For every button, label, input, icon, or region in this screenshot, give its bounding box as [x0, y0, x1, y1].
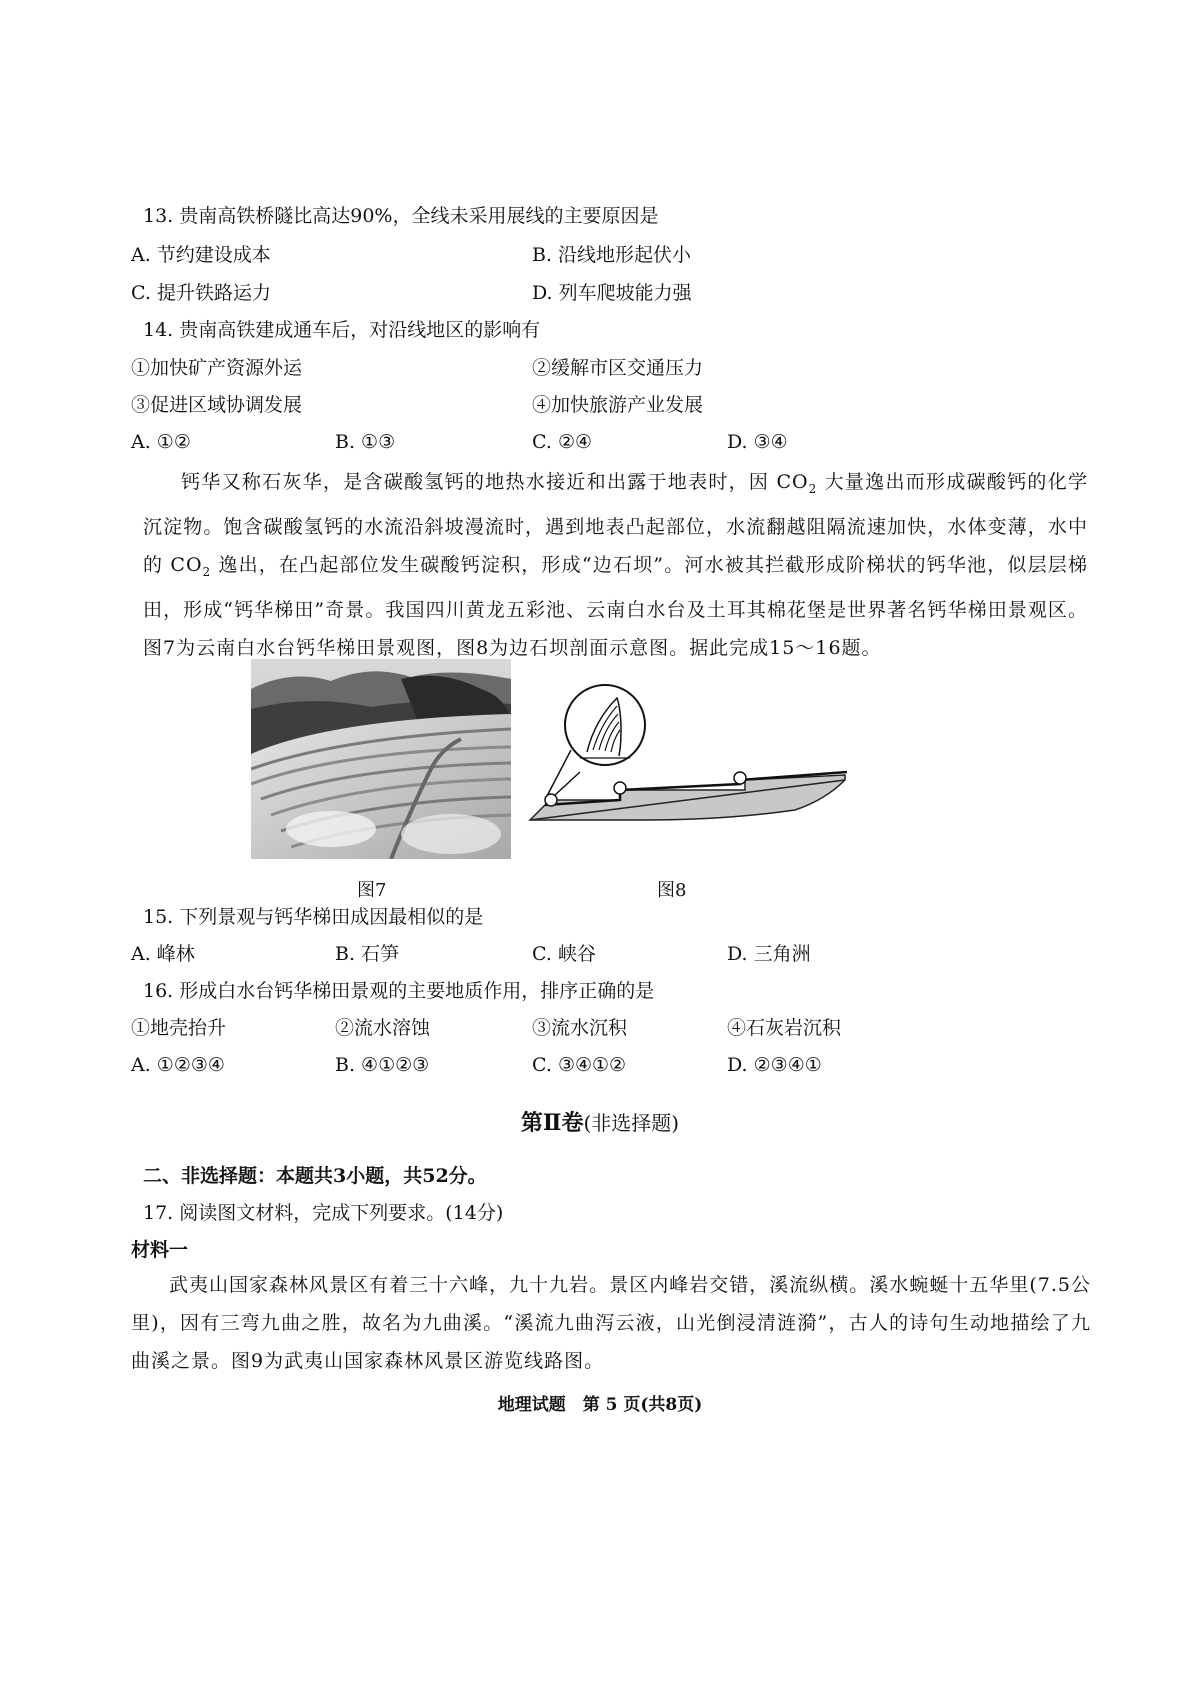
q14-option-c: C. ②④: [532, 431, 593, 453]
figure-8-diagram: [525, 680, 855, 840]
section-2-heading: 二、非选择题：本题共3小题，共52分。: [143, 1165, 487, 1187]
co2-subscript-1: 2: [808, 481, 818, 496]
q14-item-3: ③促进区域协调发展: [131, 394, 303, 416]
q16-item-1: ①地壳抬升: [131, 1017, 227, 1039]
q13-option-b: B. 沿线地形起伏小: [532, 244, 692, 266]
q16-stem: 16. 形成白水台钙华梯田景观的主要地质作用，排序正确的是: [143, 980, 655, 1002]
q13-stem: 13. 贵南高铁桥隧比高达90%，全线未采用展线的主要原因是: [143, 205, 659, 227]
q15-option-b: B. 石笋: [335, 943, 400, 965]
q13-option-c: C. 提升铁路运力: [131, 282, 271, 304]
part-2-heading: [0, 1106, 1200, 1137]
q16-item-2: ②流水溶蚀: [335, 1017, 431, 1039]
co2-subscript-2: 2: [202, 564, 212, 579]
passage-text-3: 逸出，在凸起部位发生碳酸钙淀积，形成“边石坝”。河水被其拦截形成阶梯状的钙华池，似层层梯田，形成“钙华梯田”奇景。我国四川黄龙五彩池、云南白水台及土耳其棉花堡是世界著名钙华梯田景观区。图7为云南白水台钙华梯田景观图，图8为边石坝剖面示意图。据此完成15～16题。: [143, 553, 1088, 659]
q16-option-a: A. ①②③④: [131, 1054, 225, 1076]
q15-option-a: A. 峰林: [131, 943, 195, 965]
q13-option-a: A. 节约建设成本: [131, 244, 271, 266]
q15-option-c: C. 峡谷: [532, 943, 596, 965]
q16-item-4: ④石灰岩沉积: [727, 1017, 842, 1039]
material-1-label: 材料一: [131, 1239, 189, 1261]
figure-7-photo: [251, 659, 511, 859]
material-1-text: 武夷山国家森林风景区有着三十六峰，九十九岩。景区内峰岩交错，溪流纵横。溪水蜿蜒十五华里(7.5公里)，因有三弯九曲之胜，故名为九曲溪。“溪流九曲泻云液，山光倒浸清涟漪”，古人的诗句生动地描绘了九曲溪之景。图9为武夷山国家森林风景区游览线路图。: [131, 1274, 1091, 1372]
q16-option-b: B. ④①②③: [335, 1054, 430, 1076]
passage-paragraph: [143, 463, 1088, 667]
q14-option-b: B. ①③: [335, 431, 396, 453]
q16-option-c: C. ③④①②: [532, 1054, 627, 1076]
q16-item-3: ③流水沉积: [532, 1017, 628, 1039]
figure-7-caption: 图7: [357, 880, 387, 901]
passage-text-1: 钙华又称石灰华，是含碳酸氢钙的地热水接近和出露于地表时，因 CO: [181, 471, 809, 493]
q16-option-d: D. ②③④①: [727, 1054, 822, 1076]
figure-8-caption: 图8: [657, 880, 687, 901]
rimstone-dam-section-diagram: [525, 680, 855, 840]
page-footer: 地理试题 第 5 页(共8页): [497, 1395, 703, 1415]
q15-stem: 15. 下列景观与钙华梯田成因最相似的是: [143, 906, 484, 928]
q14-item-2: ②缓解市区交通压力: [532, 357, 704, 379]
q14-option-d: D. ③④: [727, 431, 788, 453]
q14-item-4: ④加快旅游产业发展: [532, 394, 704, 416]
q17-stem: 17. 阅读图文材料，完成下列要求。(14分): [143, 1202, 504, 1224]
part-2-title: 第Ⅱ卷: [520, 1110, 584, 1136]
passage-text-2: 大量逸出而形成碳酸钙的化学沉淀物。饱含碳酸氢钙的水流沿斜坡漫流时，遇到地表凸起部位，水流翻越阻隔流速加快，水体变薄，水中的 CO: [143, 471, 1088, 576]
q14-item-1: ①加快矿产资源外运: [131, 357, 303, 379]
travertine-terraces-photo: [251, 659, 511, 859]
q15-option-d: D. 三角洲: [727, 943, 811, 965]
part-2-subtitle: (非选择题): [583, 1111, 680, 1135]
q13-option-d: D. 列车爬坡能力强: [532, 282, 692, 304]
q14-option-a: A. ①②: [131, 431, 191, 453]
q14-stem: 14. 贵南高铁建成通车后，对沿线地区的影响有: [143, 319, 541, 341]
